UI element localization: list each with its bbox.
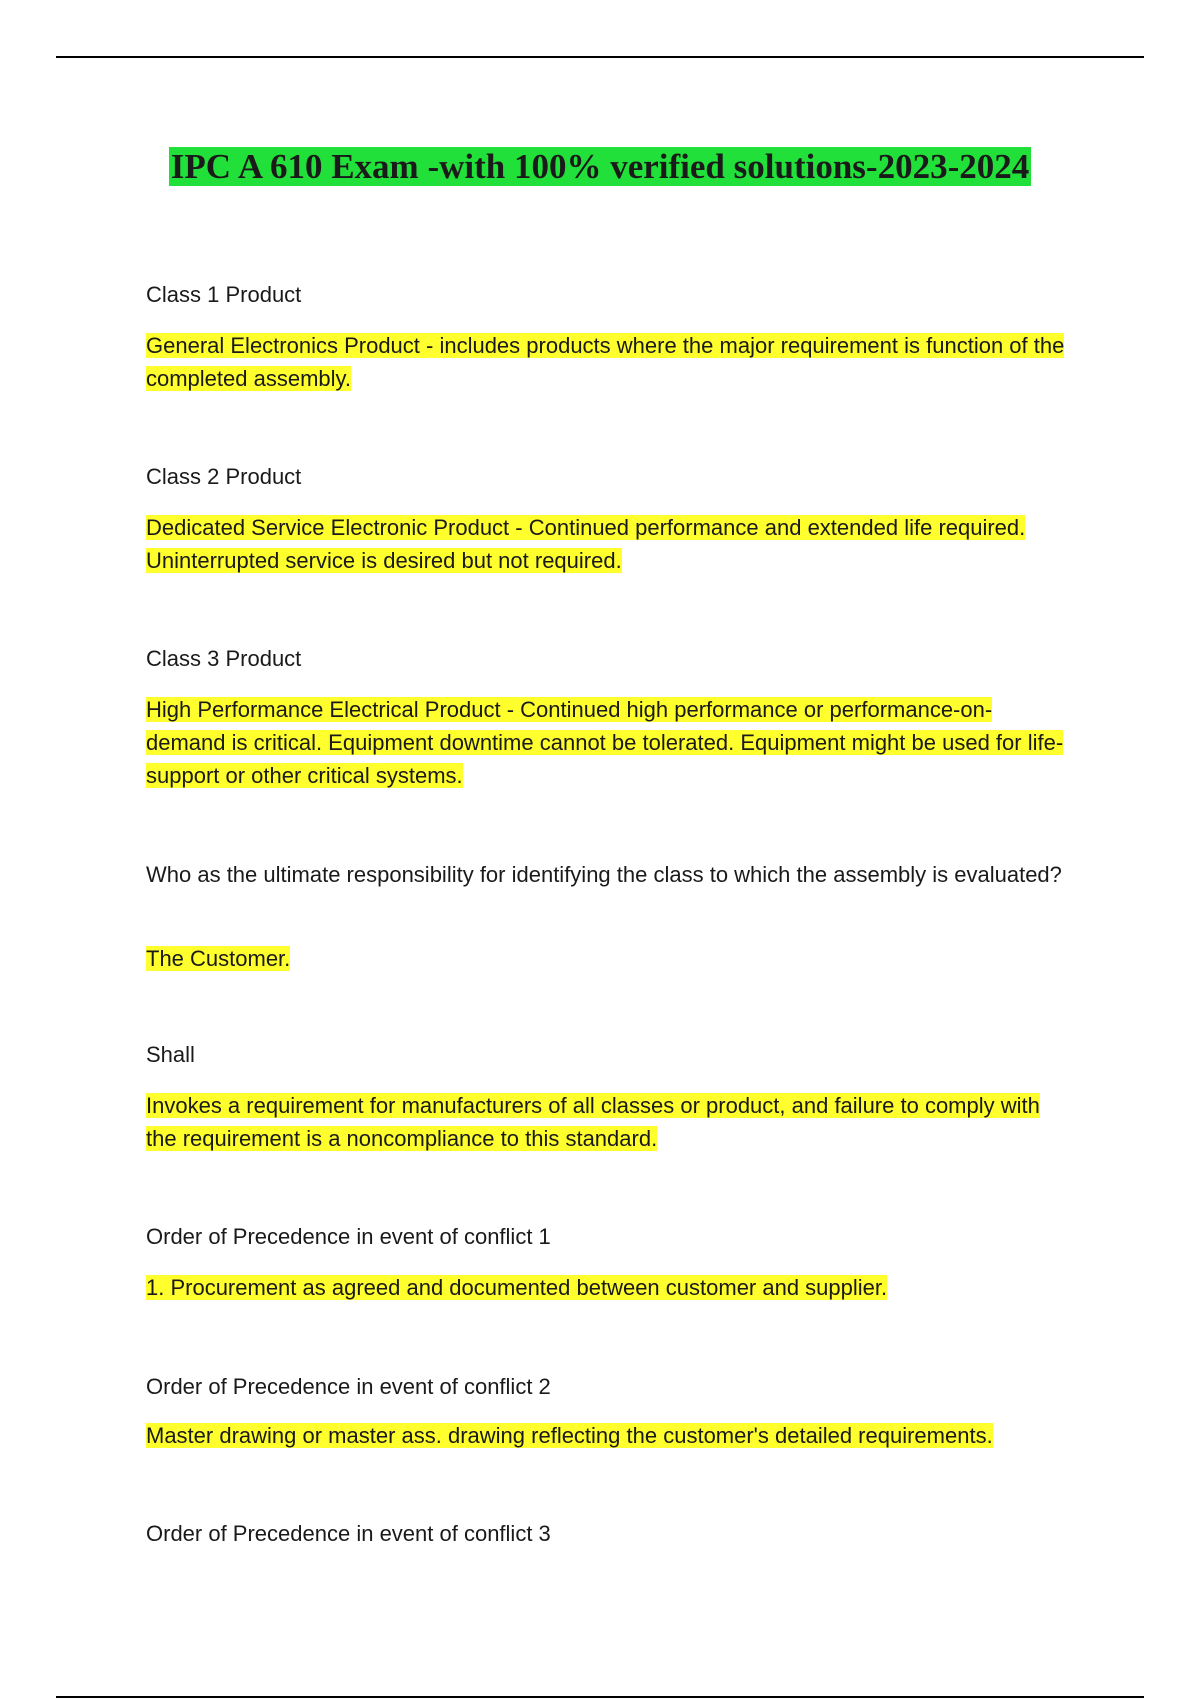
bottom-rule xyxy=(56,1696,1144,1698)
answer-3 xyxy=(146,693,1066,792)
answer-2-highlight: Dedicated Service Electronic Product - Continued performance and extended life required. Uninterrupted service is desired but not required. xyxy=(146,515,1026,573)
answer-1 xyxy=(146,329,1066,395)
question-5: Shall xyxy=(146,1042,195,1067)
answer-5-highlight: Invokes a requirement for manufacturers of all classes or product, and failure to comply with the requirement is a noncompliance to this standard. xyxy=(146,1093,1040,1151)
title-highlight: IPC A 610 Exam -with 100% verified solutions-2023-2024 xyxy=(170,147,1030,186)
question-2: Class 2 Product xyxy=(146,464,302,489)
answer-7-highlight: Master drawing or master ass. drawing reflecting the customer's detailed requirements. xyxy=(146,1423,993,1448)
answer-4 xyxy=(146,942,1066,975)
answer-3-highlight: High Performance Electrical Product - Continued high performance or performance-on-demand is critical. Equipment downtime cannot be tolerated. Equipment might be used for life-support or other critical systems. xyxy=(146,697,1064,788)
document-title xyxy=(100,146,1100,188)
top-rule xyxy=(56,56,1144,58)
answer-6 xyxy=(146,1271,1066,1304)
answer-1-highlight: General Electronics Product - includes products where the major requirement is function of the completed assembly. xyxy=(146,333,1065,391)
question-8: Order of Precedence in event of conflict 3 xyxy=(146,1521,551,1546)
answer-7 xyxy=(146,1419,1066,1452)
question-1: Class 1 Product xyxy=(146,282,302,307)
question-3: Class 3 Product xyxy=(146,646,302,671)
answer-2 xyxy=(146,511,1066,577)
answer-4-highlight: The Customer. xyxy=(146,946,291,971)
answer-5 xyxy=(146,1089,1066,1155)
question-7: Order of Precedence in event of conflict 2 xyxy=(146,1374,551,1399)
question-6: Order of Precedence in event of conflict 1 xyxy=(146,1224,551,1249)
question-4: Who as the ultimate responsibility for identifying the class to which the assembly is evaluated? xyxy=(146,862,1062,887)
answer-6-highlight: 1. Procurement as agreed and documented between customer and supplier. xyxy=(146,1275,888,1300)
